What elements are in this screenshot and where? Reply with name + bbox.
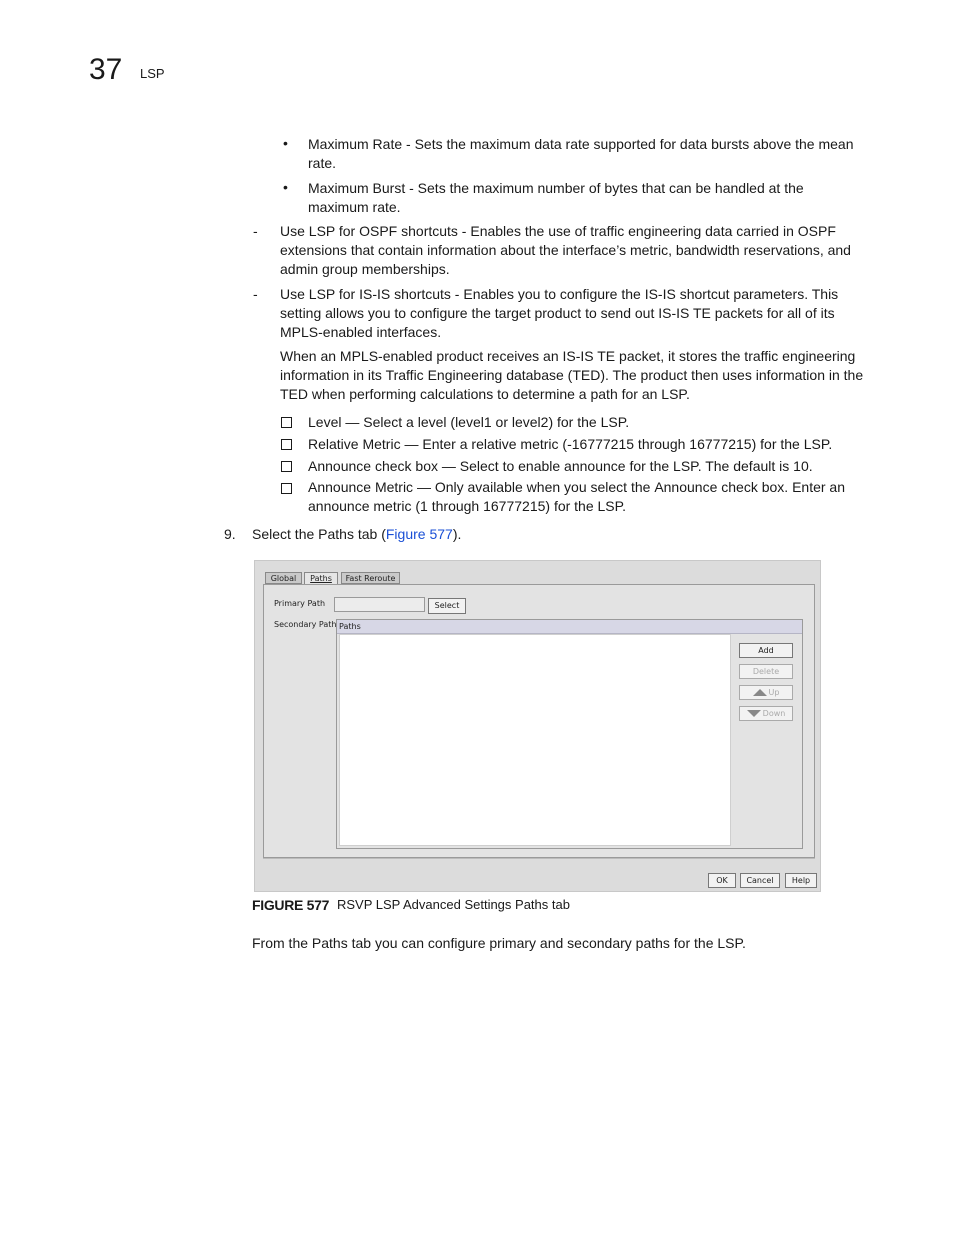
bullet-icon: • [283,179,288,195]
isis-paragraph: When an MPLS-enabled product receives an IS-IS TE packet, it stores the traffic engineering information in its Traffic Engineering database (TED). The product then uses information in the TED when performing calculations to determine a path for an LSP. [280,348,864,402]
tab-global[interactable]: Global [265,572,302,584]
paths-tab-screenshot [254,560,821,892]
delete-button[interactable]: Delete [739,664,793,679]
up-button[interactable]: Up [739,685,793,700]
list-header: Paths [337,620,802,634]
bullet-icon: • [283,135,288,151]
checkbox-icon [281,439,292,450]
box-item-announce-metric: Announce Metric — Only available when you select the Announce check box. Enter an announce metric (1 through 16777215) for the LSP. [308,479,846,514]
primary-path-label: Primary Path [274,599,326,608]
bullet-maximum-burst: Maximum Burst - Sets the maximum number of bytes that can be handled at the maximum rate. [308,180,804,215]
bullet-maximum-rate: Maximum Rate - Sets the maximum data rate supported for data bursts above the mean rate. [308,136,854,171]
dash-icon: - [253,286,258,302]
figure-caption-text: RSVP LSP Advanced Settings Paths tab [337,897,570,912]
cancel-button[interactable]: Cancel [740,873,780,888]
paths-list-body[interactable] [339,634,731,846]
closing-paragraph: From the Paths tab you can configure primary and secondary paths for the LSP. [252,935,746,951]
tab-fast-reroute[interactable]: Fast Reroute [341,572,400,584]
triangle-up-icon [753,689,767,696]
help-button[interactable]: Help [785,873,817,888]
dash-ospf-shortcuts: Use LSP for OSPF shortcuts - Enables the use of traffic engineering data carried in OSPF extensions that contain information about the interface’s metric, bandwidth reservations, and admin group memberships. [280,223,851,277]
down-button[interactable]: Down [739,706,793,721]
dash-icon: - [253,223,258,239]
dash-isis-shortcuts: Use LSP for IS-IS shortcuts - Enables you to configure the IS-IS shortcut parameters. This setting allows you to configure the target product to send out IS-IS TE packets for all of its MPLS-enabled interfaces. [280,286,839,340]
primary-path-field[interactable] [334,597,425,612]
select-button[interactable]: Select [428,598,466,614]
figure-caption-label: FIGURE 577 [252,897,330,913]
checkbox-icon [281,461,292,472]
checkbox-icon [281,417,292,428]
tab-paths[interactable]: Paths [304,572,338,585]
triangle-down-icon [747,710,761,717]
box-item-announce: Announce check box — Select to enable announce for the LSP. The default is 10. [308,458,813,474]
figure-link[interactable]: Figure 577 [385,526,453,542]
ok-button[interactable]: OK [708,873,736,888]
chapter-number: 37 [89,53,123,86]
add-button[interactable]: Add [739,643,793,658]
footer-divider [263,858,815,859]
box-item-relative-metric: Relative Metric — Enter a relative metric (-16777215 through 16777215) for the LSP. [308,436,833,452]
step-text: Select the Paths tab (Figure 577). [252,526,462,542]
chapter-title: LSP [140,66,165,81]
step-number: 9. [224,526,236,542]
box-item-level: Level — Select a level (level1 or level2) for the LSP. [308,414,630,430]
checkbox-icon [281,483,292,494]
secondary-path-label: Secondary Path [274,620,337,629]
paths-panel [263,584,815,858]
secondary-paths-list [336,619,803,849]
